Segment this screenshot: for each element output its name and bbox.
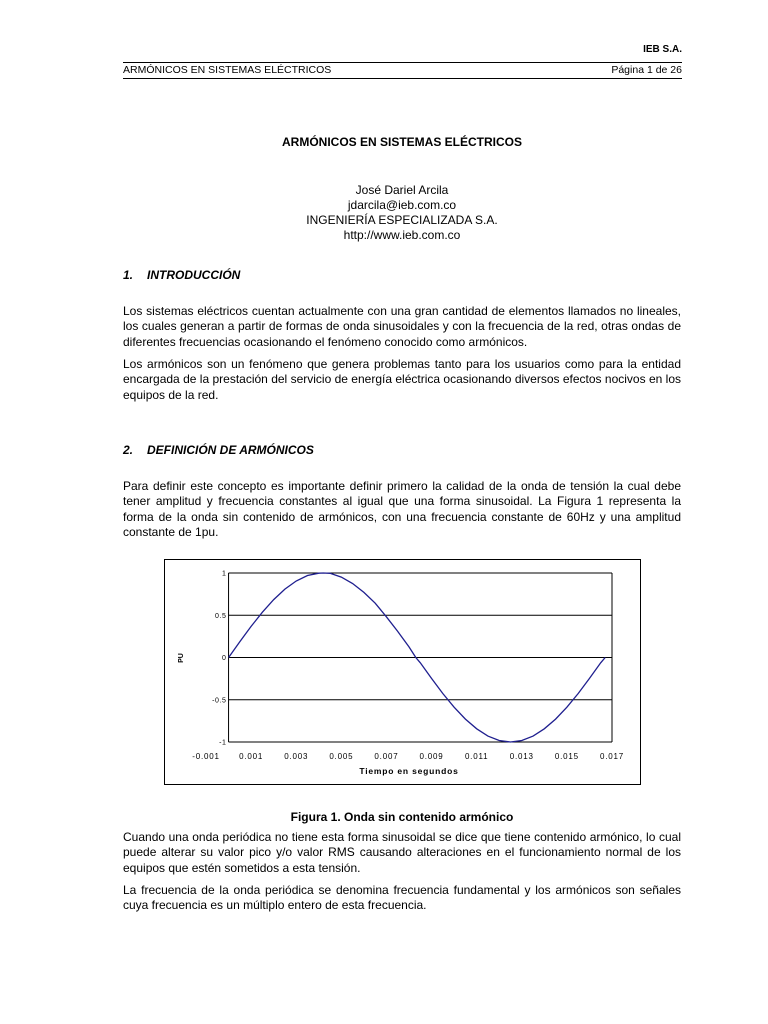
paragraph: Los armónicos son un fenómeno que genera problemas tanto para los usuarios como para la entidad encargada de la prestación del servicio de energía eléctrica ocasionando diversos efectos nocivos en los equipos de la red. [123, 357, 681, 402]
x-tick-label: 0.013 [509, 752, 534, 761]
figure-caption: Figura 1. Onda sin contenido armónico [290, 810, 514, 824]
y-tick-label: 0.5 [215, 612, 227, 620]
y-axis-label: PU [178, 653, 185, 663]
x-tick-label: 0.009 [419, 752, 444, 761]
paragraph: La frecuencia de la onda periódica se denomina frecuencia fundamental y los armónicos son señales cuya frecuencia es un múltiplo entero de esta frecuencia. [123, 883, 681, 913]
y-tick-label: -1 [219, 739, 227, 747]
x-axis-label: Tiempo en segundos [359, 766, 459, 776]
author-name: José Dariel Arcila [355, 183, 449, 197]
page-header [123, 62, 682, 79]
section-number: 2. [123, 443, 134, 457]
x-tick-label: 0.003 [284, 752, 309, 761]
figure-1-chart [164, 559, 641, 785]
y-tick-label: 1 [222, 570, 227, 578]
y-tick-label: 0 [222, 655, 227, 662]
section-title: DEFINICIÓN DE ARMÓNICOS [147, 443, 314, 457]
x-tick-label: -0.001 [192, 752, 220, 761]
document-title: ARMÓNICOS EN SISTEMAS ELÉCTRICOS [281, 135, 523, 149]
y-tick-label: -0.5 [212, 697, 227, 705]
x-tick-label: 0.007 [374, 752, 399, 761]
x-tick-label: 0.011 [464, 752, 489, 761]
x-tick-label: 0.015 [554, 752, 579, 761]
paragraph: Cuando una onda periódica no tiene esta forma sinusoidal se dice que tiene contenido armónico, lo cual puede alterar su valor pico y/o valor RMS causando alteraciones en el funcionamiento normal de los equipos que estén sometidos a esta tensión. [123, 830, 681, 875]
x-tick-label: 0.005 [329, 752, 354, 761]
section-title: INTRODUCCIÓN [147, 268, 241, 282]
section-heading-definicion [123, 443, 314, 457]
paragraph: Los sistemas eléctricos cuentan actualmente con una gran cantidad de elementos llamados no lineales, los cuales generan a partir de formas de onda sinusoidales y con la frecuencia de la red, otras ondas de diferentes frecuencias ocasionando el fenómeno conocido como armónicos. [123, 304, 681, 349]
x-tick-label: 0.017 [599, 752, 625, 761]
section-number: 1. [123, 268, 134, 282]
company-name: IEB S.A. [643, 44, 682, 55]
author-company: INGENIERÍA ESPECIALIZADA S.A. [306, 213, 498, 227]
author-url[interactable]: http://www.ieb.com.co [343, 228, 461, 242]
author-block [0, 183, 768, 243]
header-doc-title: ARMÓNICOS EN SISTEMAS ELÉCTRICOS [123, 64, 332, 76]
sine-wave-chart [165, 560, 642, 786]
section-heading-introduccion [123, 268, 240, 282]
x-tick-label: 0.001 [239, 752, 264, 761]
paragraph: Para definir este concepto es importante definir primero la calidad de la onda de tensión la cual debe tener amplitud y frecuencia constantes al igual que una forma sinusoidal. La Figura 1 representa la forma de la onda sin contenido de armónicos, con una frecuencia constante de 60Hz y una amplitud constante de 1pu. [123, 479, 681, 540]
author-email[interactable]: jdarcila@ieb.com.co [347, 198, 457, 212]
page-number: Página 1 de 26 [611, 64, 682, 76]
